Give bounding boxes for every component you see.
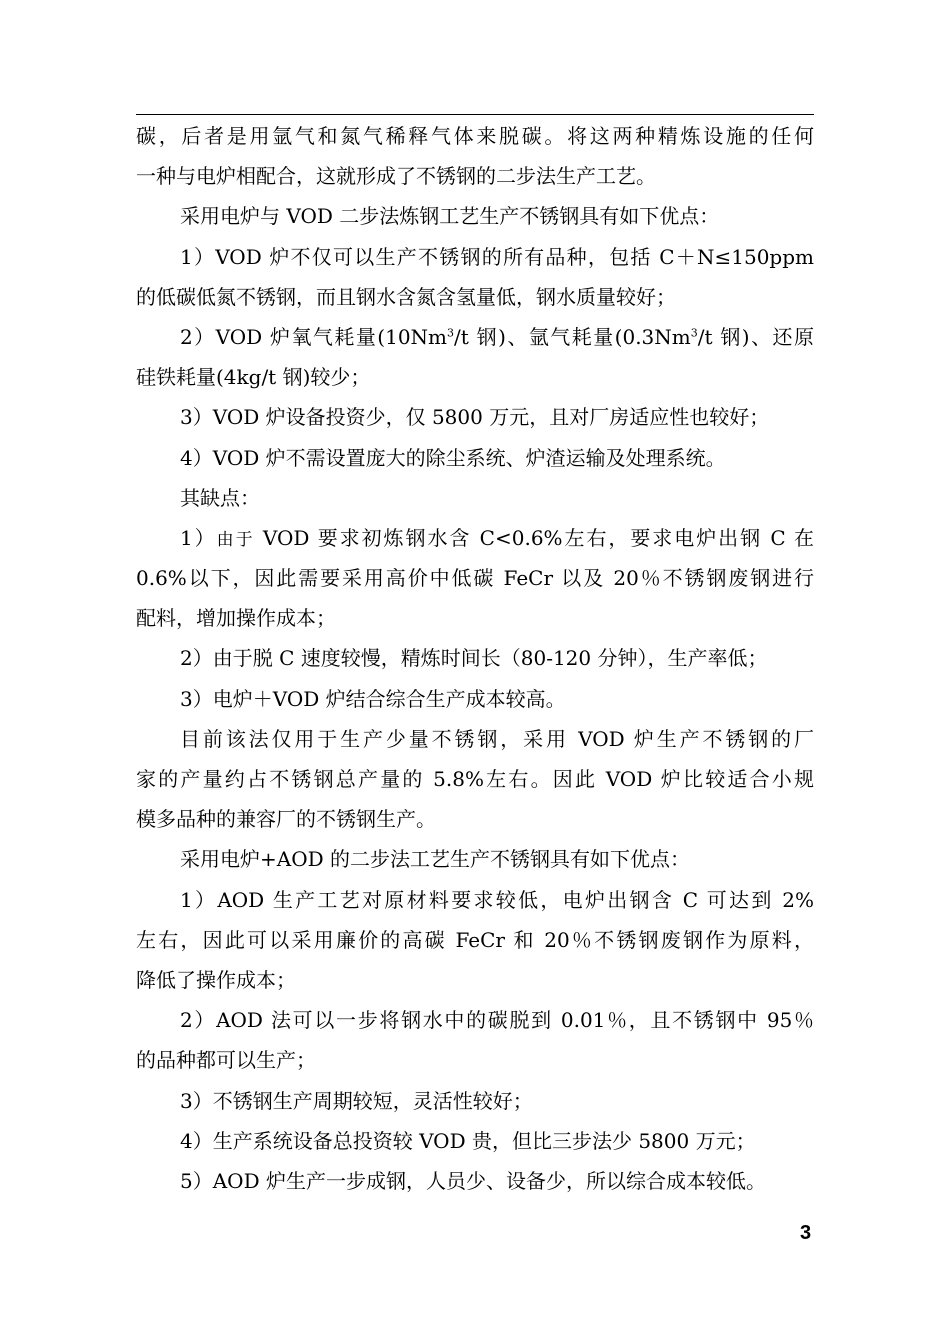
- text-segment: 2）VOD 炉氧气耗量(10Nm: [180, 324, 448, 349]
- text-line: 目前该法仅用于生产少量不锈钢，采用 VOD 炉生产不锈钢的厂: [180, 726, 814, 751]
- text-line: 模多品种的兼容厂的不锈钢生产。: [136, 807, 436, 832]
- text-line: 碳，后者是用氩气和氮气稀释气体来脱碳。将这两种精炼设施的任何: [136, 124, 814, 148]
- text-line: 左右，因此可以采用廉价的高碳 FeCr 和 20％不锈钢废钢作为原料，: [136, 927, 814, 952]
- text-line: 3）电炉＋VOD 炉结合综合生产成本较高。: [180, 686, 566, 711]
- text-line: 家的产量约占不锈钢总产量的 5.8%左右。因此 VOD 炉比较适合小规: [136, 767, 814, 791]
- document-body: [136, 116, 814, 1201]
- text-segment: VOD 要求初炼钢水含 C<0.6%左右，要求电炉出钢 C 在: [254, 525, 814, 550]
- text-line: 5）AOD 炉生产一步成钢，人员少、设备少，所以综合成本较低。: [180, 1168, 766, 1193]
- header-rule: [136, 114, 814, 115]
- text-line: 其缺点：: [180, 485, 260, 510]
- text-line: 的品种都可以生产；: [136, 1048, 316, 1073]
- text-line: 2）由于脱 C 速度较慢，精炼时间长（80-120 分钟），生产率低；: [180, 646, 768, 671]
- page-number: 3: [800, 1222, 812, 1244]
- text-line: 1）VOD 炉不仅可以生产不锈钢的所有品种，包括 C＋N≤150ppm: [180, 244, 814, 269]
- text-line: 3）VOD 炉设备投资少，仅 5800 万元，且对厂房适应性也较好；: [180, 405, 770, 430]
- superscript: 3: [690, 326, 698, 340]
- text-line: 配料，增加操作成本；: [136, 606, 336, 631]
- text-line: 2）AOD 法可以一步将钢水中的碳脱到 0.01％，且不锈钢中 95％: [180, 1008, 814, 1033]
- text-line: 4）VOD 炉不需设置庞大的除尘系统、炉渣运输及处理系统。: [180, 445, 726, 470]
- text-line-mixed: [136, 518, 814, 558]
- text-line-superscript: [136, 317, 814, 357]
- text-line: 的低碳低氮不锈钢，而且钢水含氮含氢量低，钢水质量较好；: [136, 284, 676, 309]
- text-segment-small: 由于: [216, 529, 255, 550]
- text-line: 3）不锈钢生产周期较短，灵活性较好；: [180, 1088, 533, 1113]
- text-line: 硅铁耗量(4kg/t 钢)较少；: [136, 365, 371, 390]
- superscript: 3: [447, 326, 455, 340]
- text-line: 1）AOD 生产工艺对原材料要求较低，电炉出钢含 C 可达到 2%: [180, 887, 814, 912]
- text-segment: /t 钢)、氩气耗量(0.3Nm: [454, 324, 691, 349]
- text-line: 采用电炉+AOD 的二步法工艺生产不锈钢具有如下优点：: [180, 847, 690, 872]
- text-line: 4）生产系统设备总投资较 VOD 贵，但比三步法少 5800 万元；: [180, 1128, 756, 1153]
- text-line: 0.6%以下，因此需要采用高价中低碳 FeCr 以及 20％不锈钢废钢进行: [136, 566, 814, 591]
- text-line: 采用电炉与 VOD 二步法炼钢工艺生产不锈钢具有如下优点：: [180, 204, 720, 229]
- text-line: 一种与电炉相配合，这就形成了不锈钢的二步法生产工艺。: [136, 164, 656, 189]
- text-segment: /t 钢)、还原: [697, 324, 814, 349]
- text-line: 降低了操作成本；: [136, 967, 296, 992]
- text-segment: 1）: [180, 525, 217, 550]
